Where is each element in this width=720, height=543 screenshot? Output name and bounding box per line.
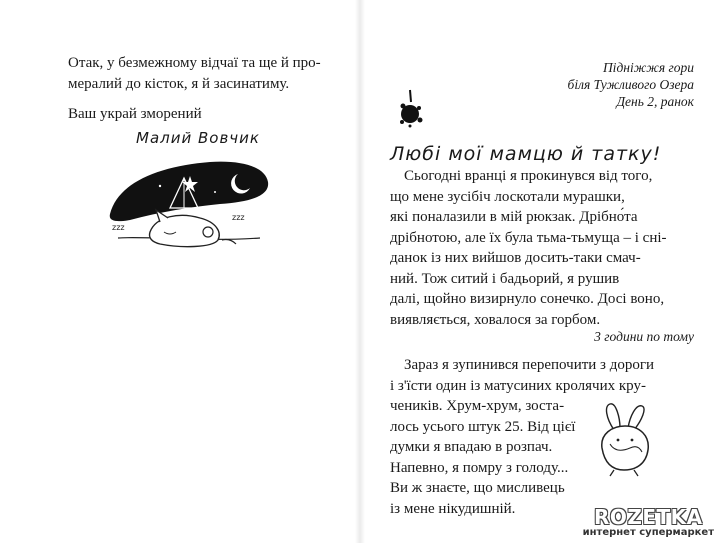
paragraph-line: лось усього штук 25. Від цієї xyxy=(390,418,576,435)
signature: Малий Вовчик xyxy=(136,129,260,147)
letter-paragraph-1 xyxy=(390,166,690,330)
paragraph-line: виявляється, ховалося за горбом. xyxy=(390,311,601,328)
closing-text: Ваш украй зморений xyxy=(68,106,202,122)
watermark-subtitle: интернет супермаркет xyxy=(582,527,714,538)
bunny-roll-illustration xyxy=(592,400,658,478)
location-line: біля Тужливого Озера xyxy=(567,77,694,92)
sleeping-wolf-illustration xyxy=(100,152,275,260)
paragraph-line: Сьогодні вранці я прокинувся від того, xyxy=(404,168,653,184)
svg-text:zzz: zzz xyxy=(232,213,245,222)
left-paragraph xyxy=(68,53,338,94)
paragraph-line: Ви ж знаєте, що мисливець xyxy=(390,480,565,496)
right-page xyxy=(360,0,720,543)
paragraph-line: далі, щойно визирнуло сонечко. Досі воно, xyxy=(390,291,665,307)
watermark-name: ROZETKA xyxy=(593,505,703,529)
paragraph-line: Напевно, я помру з голоду... xyxy=(390,459,569,476)
left-paragraph-line: Отак, у безмежному відчаї та ще й про- xyxy=(68,55,321,71)
watermark-logo xyxy=(583,507,714,539)
paragraph-line: чеників. Хрум-хрум, зоста- xyxy=(390,398,565,414)
paragraph-line: і з'їсти один із матусиних кролячих кру- xyxy=(390,377,646,394)
entry-location xyxy=(568,59,694,110)
day-line: День 2, ранок xyxy=(616,94,694,109)
paragraph-line: ний. Тож ситий і бадьорий, я рушив xyxy=(390,270,620,287)
time-note: 3 години по тому xyxy=(594,329,694,344)
location-line: Підніжжя гори xyxy=(602,60,694,75)
paragraph-line: думки я впадаю в розпач. xyxy=(390,439,553,455)
left-paragraph-line: мералий до кісток, я й засинатиму. xyxy=(68,75,290,92)
paragraph-line: із мене нікудишній. xyxy=(390,500,516,517)
paragraph-line: що мене зусібіч лоскотали мурашки, xyxy=(390,188,625,205)
letter-greeting: Любі мої мамцю й татку! xyxy=(390,143,662,165)
paragraph-line: які поналазили в мій рюкзак. Дрібно́та xyxy=(390,209,638,225)
paragraph-line: данок із них вийшов досить-таки смач- xyxy=(390,250,641,266)
paragraph-line: дрібнотою, але їх була тьма-тьмуща – і сні- xyxy=(390,229,667,246)
svg-text:zzz: zzz xyxy=(112,223,125,232)
paragraph-line: Зараз я зупинився перепочити з дороги xyxy=(404,357,655,373)
ink-blot-icon xyxy=(396,88,426,130)
